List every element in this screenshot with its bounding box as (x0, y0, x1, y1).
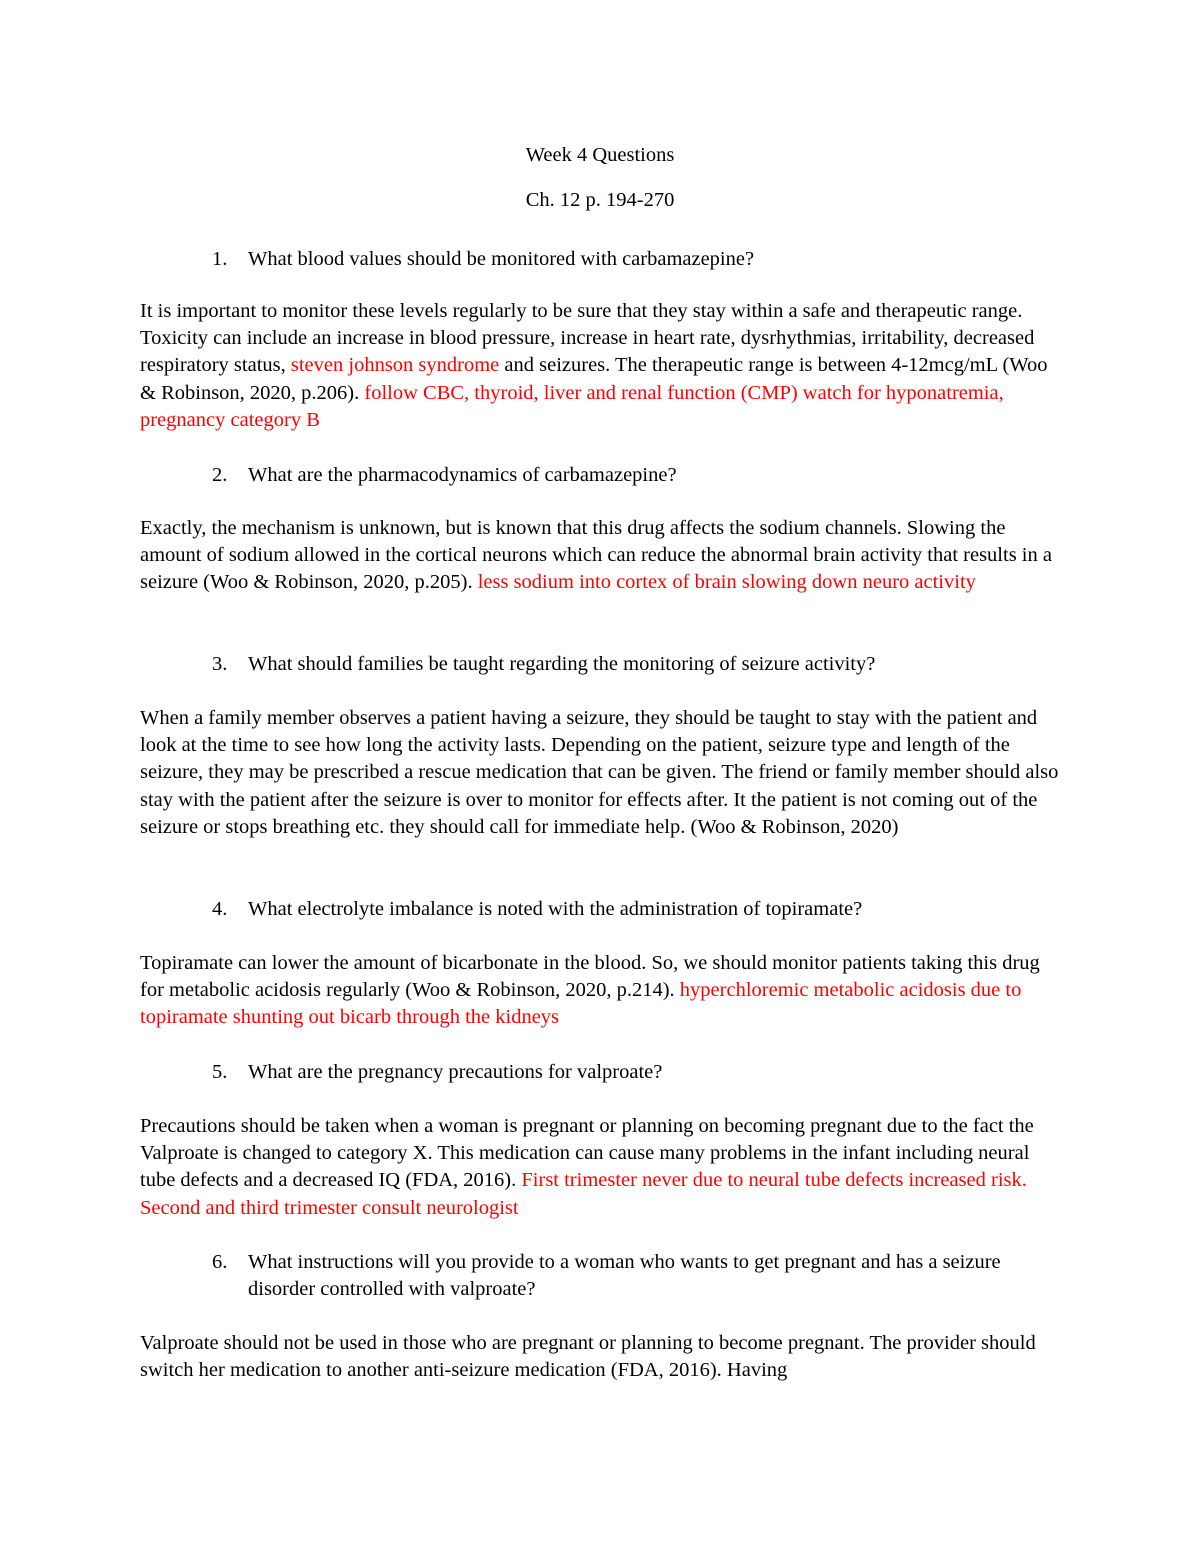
answer-2 (140, 515, 1060, 597)
answer-text: Exactly, the mechanism is unknown, but is known that this drug affects the sodium channels. Slowing the amount of sodium allowed in the cortical neurons which can reduce the abnormal brain activity that results in a seizure (Woo & Robinson, 2020, p.205). (140, 517, 1052, 594)
question-text: What are the pharmacodynamics of carbamazepine? (248, 464, 677, 486)
answer-6 (140, 1330, 1060, 1384)
instructor-note: less sodium into cortex of brain slowing down neuro activity (477, 571, 976, 594)
answer-3 (140, 705, 1060, 841)
question-text: What should families be taught regarding the monitoring of seizure activity? (248, 653, 876, 675)
question-text: What instructions will you provide to a woman who wants to get pregnant and has a seizure disorder controlled with valproate? (248, 1251, 1001, 1300)
answer-text: Valproate should not be used in those who are pregnant or planning to become pregnant. The provider should switch her medication to another anti-seizure medication (FDA, 2016). Having (140, 1332, 1036, 1382)
question-number: 6. (212, 1251, 228, 1273)
question-text: What electrolyte imbalance is noted with the administration of topiramate? (248, 898, 863, 920)
answer-1 (140, 298, 1060, 434)
question-number: 5. (212, 1061, 228, 1083)
page-title: Week 4 Questions (525, 144, 675, 166)
question-number: 3. (212, 653, 228, 675)
answer-text: Topiramate can lower the amount of bicarbonate in the blood. So, we should monitor patients taking this drug for metabolic acidosis regularly (Woo & Robinson, 2020, p.214). (140, 952, 1040, 1002)
answer-4 (140, 950, 1060, 1032)
instructor-note: hyperchloremic metabolic acidosis due to topiramate shunting out bicarb through the kidneys (140, 979, 1022, 1029)
question-number: 1. (212, 248, 228, 270)
answer-text: Precautions should be taken when a woman is pregnant or planning on becoming pregnant due to the fact the Valproate is changed to category X. This medication can cause many problems in the infant including neural tube defects and a decreased IQ (FDA, 2016). (140, 1115, 1034, 1192)
question-number: 2. (212, 464, 228, 486)
answer-text: It is important to monitor these levels regularly to be sure that they stay within a safe and therapeutic range. Toxicity can include an increase in blood pressure, increase in heart rate, dysrhythmias, irritability, decreased respiratory status, (140, 300, 1035, 377)
question-number: 4. (212, 898, 228, 920)
question-text: What are the pregnancy precautions for valproate? (248, 1061, 663, 1083)
instructor-note: steven johnson syndrome (290, 354, 500, 377)
page-subtitle: Ch. 12 p. 194-270 (525, 189, 675, 211)
question-text: What blood values should be monitored with carbamazepine? (248, 248, 755, 270)
answer-text: When a family member observes a patient having a seizure, they should be taught to stay with the patient and look at the time to see how long the activity lasts. Depending on the patient, seizure type and length of the seizure, they may be prescribed a rescue medication that can be given. The friend or family member should also stay with the patient after the seizure is over to monitor for effects after. It the patient is not coming out of the seizure or stops breathing etc. they should call for immediate help. (Woo & Robinson, 2020) (140, 707, 1059, 838)
instructor-note: follow CBC, thyroid, liver and renal function (CMP) watch for hyponatremia, pregnancy category B (140, 381, 1004, 431)
instructor-note: First trimester never due to neural tube defects increased risk. Second and third trimester consult neurologist (140, 1169, 1027, 1219)
answer-text: and seizures. The therapeutic range is between 4-12mcg/mL (Woo & Robinson, 2020, p.206). (140, 354, 1048, 404)
answer-5 (140, 1113, 1060, 1222)
